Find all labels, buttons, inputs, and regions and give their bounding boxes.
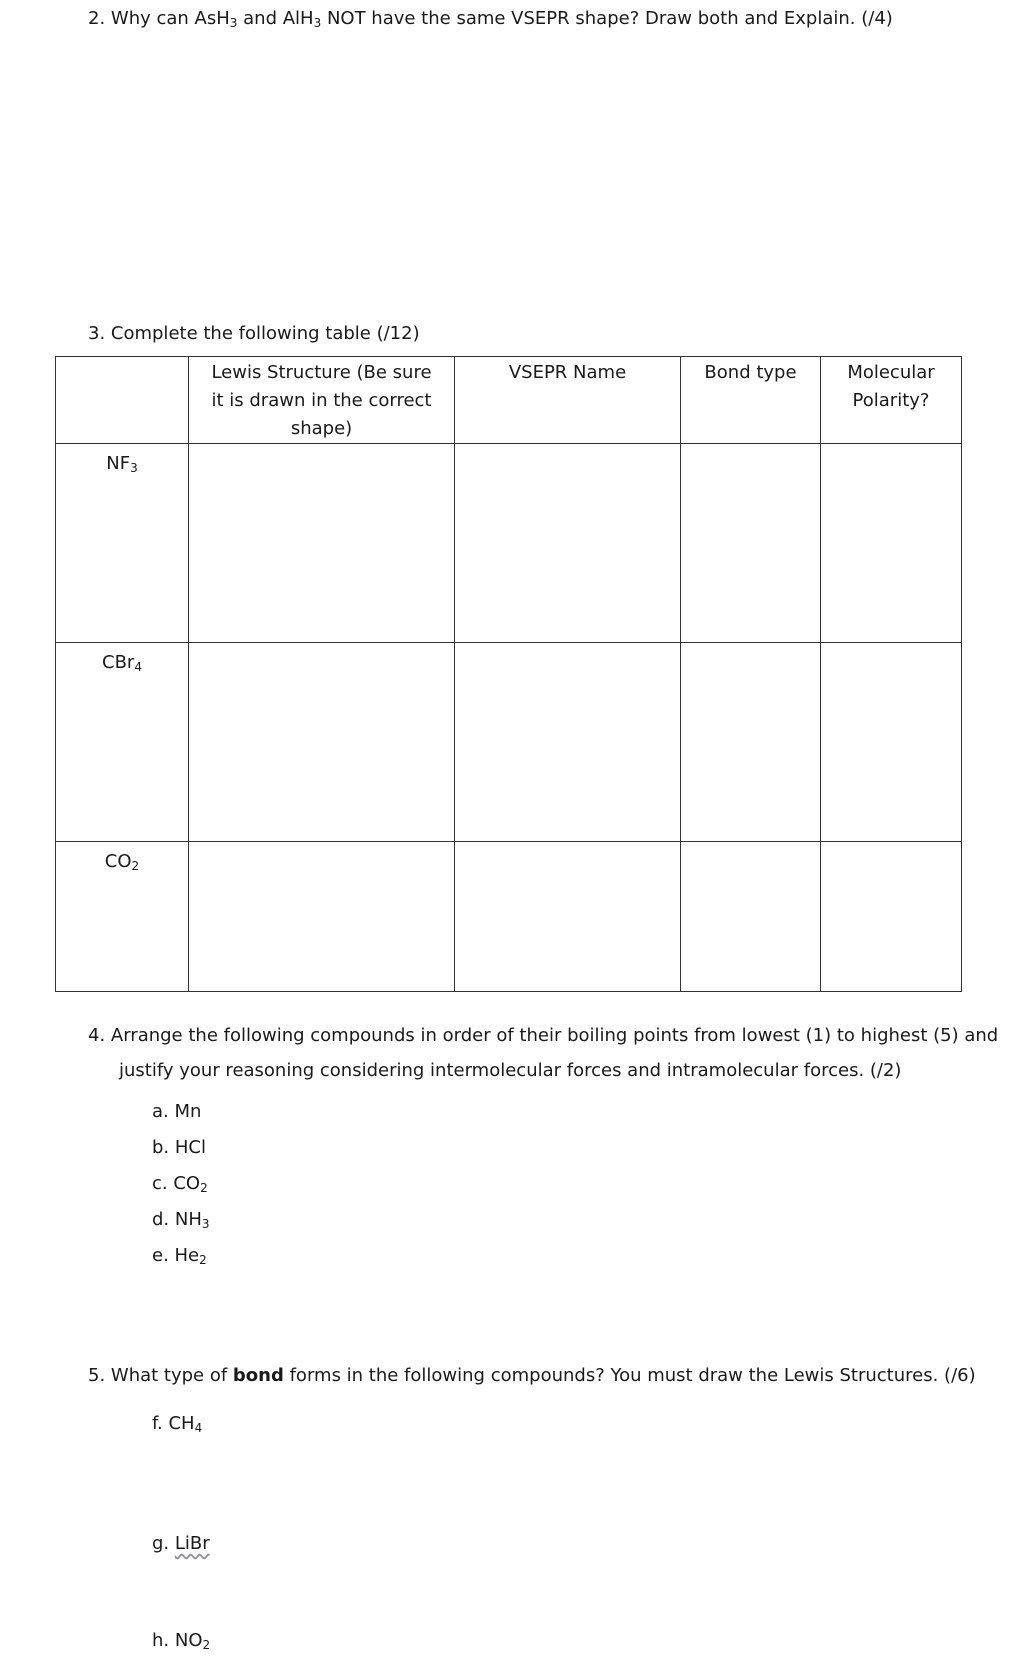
list-item: c. $CO_2$ — [152, 1173, 208, 1195]
list-item: b. HCl — [152, 1137, 206, 1158]
formula-sub: 4 — [134, 660, 142, 674]
question-5 — [88, 1365, 976, 1386]
chem-table — [55, 356, 962, 992]
q5-bold: bond — [232, 1365, 284, 1386]
list-item: a. Mn — [152, 1101, 202, 1122]
spellcheck-word: LiBr — [174, 1533, 210, 1554]
cell-lewis[interactable] — [189, 643, 455, 842]
question-4-line1: 4. Arrange the following compounds in order of their boiling points from lowest (1) to highest (5) and — [88, 1025, 999, 1046]
list-item: h. $NO_2$ — [152, 1630, 211, 1652]
q4-list — [152, 1094, 210, 1274]
list-item: g. LiBr — [152, 1533, 210, 1554]
q2-suffix: NOT have the same VSEPR shape? Draw both and Explain. (/4) — [321, 8, 893, 29]
row-formula — [56, 842, 189, 992]
header-lewis — [189, 357, 455, 444]
formula-text: NF — [106, 453, 131, 474]
formula-text: CBr — [102, 652, 135, 673]
header-polarity — [821, 357, 962, 444]
table-header-row — [56, 357, 962, 444]
row-formula — [56, 643, 189, 842]
q2-mid: and AlH — [237, 8, 314, 29]
q5-suffix: forms in the following compounds? You must draw the Lewis Structures. (/6) — [283, 1365, 976, 1386]
q2-sub1: 3 — [229, 16, 238, 30]
cell-vsepr[interactable] — [455, 643, 681, 842]
cell-lewis[interactable] — [189, 444, 455, 643]
list-item: d. $NH_3$ — [152, 1209, 210, 1231]
list-item: e. $He_2$ — [152, 1245, 207, 1267]
header-lewis-text: Lewis Structure (Be sure it is drawn in the correct shape) — [211, 362, 432, 439]
table-row — [56, 842, 962, 992]
list-item: f. $CH_4$ — [152, 1413, 203, 1435]
cell-vsepr[interactable] — [455, 444, 681, 643]
formula-sub: 2 — [131, 859, 140, 873]
header-vsepr: VSEPR Name — [455, 357, 681, 444]
cell-lewis[interactable] — [189, 842, 455, 992]
cell-bond[interactable] — [681, 643, 821, 842]
row-formula — [56, 444, 189, 643]
cell-vsepr[interactable] — [455, 842, 681, 992]
header-bond: Bond type — [681, 357, 821, 444]
cell-bond[interactable] — [681, 842, 821, 992]
table-row — [56, 444, 962, 643]
header-empty-cell — [56, 357, 189, 444]
table-row — [56, 643, 962, 842]
header-polarity-text: Molecular Polarity? — [847, 362, 935, 411]
cell-polarity[interactable] — [821, 444, 962, 643]
cell-polarity[interactable] — [821, 643, 962, 842]
q5-prefix: 5. What type of — [88, 1365, 233, 1386]
cell-polarity[interactable] — [821, 842, 962, 992]
q2-prefix: 2. Why can AsH — [88, 8, 230, 29]
question-3-title: 3. Complete the following table (/12) — [88, 323, 420, 344]
formula-sub: 3 — [130, 461, 138, 475]
cell-bond[interactable] — [681, 444, 821, 643]
q2-sub2: 3 — [313, 16, 322, 30]
question-4-line2: justify your reasoning considering intermolecular forces and intramolecular forces. (/2) — [119, 1060, 902, 1081]
question-2 — [88, 8, 893, 29]
formula-text: CO — [104, 851, 132, 872]
